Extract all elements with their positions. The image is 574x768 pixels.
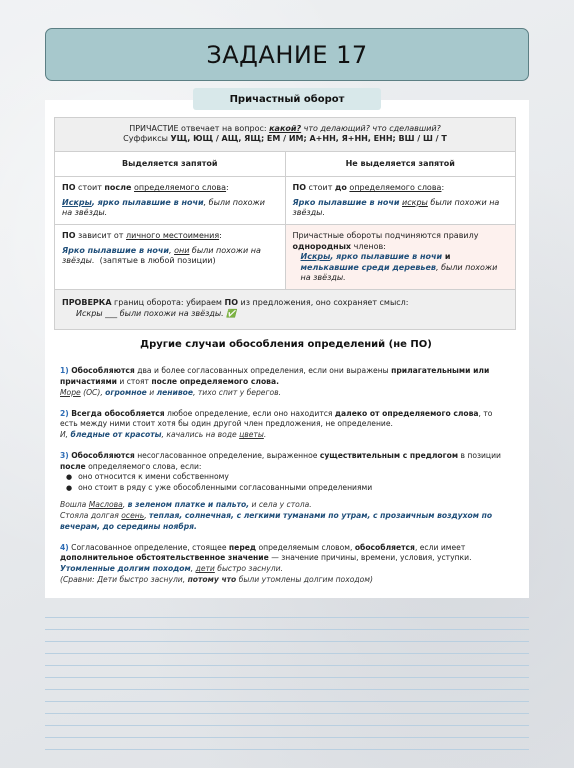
header-comma: Выделяется запятой	[122, 158, 218, 168]
case-text: — значение причины, времени, условия, уступки.	[268, 553, 472, 563]
rule-row-pronoun	[55, 225, 515, 290]
example-word: Маслова	[88, 500, 123, 510]
rule-text: стоит	[306, 183, 335, 193]
case-key: обособляется	[354, 542, 415, 552]
rule-after-example	[62, 198, 278, 219]
example-word: они	[174, 245, 190, 255]
case-key: перед	[228, 542, 257, 552]
case-4-example-2	[60, 575, 512, 586]
case-text: , то есть между ними стоит хотя бы один другой член предложения, не определение.	[60, 408, 493, 429]
example-comma: ,	[100, 387, 106, 397]
example-rest: были похожи на звёзды.	[292, 197, 500, 217]
example-phrase: , ярко пылавшие в ночи	[330, 252, 443, 262]
rule-colon: :	[441, 183, 445, 193]
example-adj: ленивое	[156, 387, 194, 397]
example-word: Море	[60, 387, 81, 397]
case-text: Согласованное определение, стоящее	[68, 542, 229, 552]
example-rest: и села у стола.	[249, 500, 312, 510]
example-rest: быстро заснули.	[214, 564, 283, 574]
example-phrase: Ярко пылавшие в ночи	[292, 197, 400, 207]
case-key: Обособляются	[71, 450, 135, 460]
example-word: осень	[121, 511, 145, 521]
definition-question	[62, 124, 508, 134]
example-phrase: бледные от красоты	[70, 430, 162, 440]
case-key: существительным с предлогом	[319, 450, 459, 460]
example-mid: , качались на воде	[161, 430, 240, 440]
definition-suffixes	[62, 134, 508, 144]
check-example: Искры ___ были похожи на звёзды. ✅	[76, 308, 237, 318]
section-tab	[193, 88, 381, 110]
case-3-conditions	[60, 472, 512, 494]
case-3-example-2	[60, 511, 512, 533]
rule-key-before: до	[334, 183, 347, 193]
case-key: дополнительное обстоятельственное значение	[60, 553, 269, 563]
example-note: (запятые в любой позиции)	[99, 256, 216, 266]
case-3-rule	[60, 451, 512, 473]
case-number: 3)	[60, 450, 69, 460]
case-text: два и более согласованных определения, если они выражены	[134, 366, 392, 376]
example-phrase: Ярко пылавшие в ночи	[62, 245, 169, 255]
check-text	[62, 298, 508, 308]
table-header-row	[55, 152, 515, 177]
rule-pronoun-example	[62, 246, 278, 267]
other-cases-section	[60, 338, 512, 596]
check-text-2: из предложения, оно сохраняет смысл:	[238, 298, 409, 308]
example-word: дети	[195, 564, 215, 574]
rule-text: членов:	[351, 241, 386, 251]
check-cell	[55, 290, 515, 329]
example-comma: ,	[168, 245, 175, 255]
case-text: , если имеет	[414, 542, 466, 552]
case-text: в позиции	[458, 450, 501, 460]
case-key: далеко от определяемого слова	[334, 408, 479, 418]
case-text: определяемым словом,	[256, 542, 355, 552]
case-1	[60, 366, 512, 398]
rule-homogeneous-text	[293, 231, 509, 252]
definition-cell	[55, 118, 515, 151]
example-start: И,	[60, 430, 71, 440]
example-rest: , тихо спит у берегов.	[193, 387, 281, 397]
example-word: искры	[402, 197, 428, 207]
case-text: любое определение, если оно находится	[164, 408, 335, 418]
case-number: 4)	[60, 542, 69, 552]
po-abbr: ПО	[62, 183, 76, 193]
check-label: ПРОВЕРКА	[62, 298, 112, 308]
case-3	[60, 451, 512, 533]
case-4-rule	[60, 543, 512, 565]
case-text: несогласованное определение, выраженное	[134, 450, 320, 460]
rule-text: стоит	[75, 183, 105, 193]
case-1-rule	[60, 366, 512, 388]
rule-colon: :	[219, 231, 222, 241]
check-text-1: границ оборота: убираем	[111, 298, 225, 308]
rule-key-homogeneous: однородных	[292, 241, 352, 251]
example-start: Вошла	[60, 500, 89, 510]
example-end: .	[263, 430, 267, 440]
rule-defined-word: определяемого слова	[349, 183, 442, 193]
example-and: и	[442, 252, 451, 262]
example-rest: были утомлены долгим походом)	[236, 575, 373, 584]
rule-before-word	[285, 177, 516, 224]
header-no-comma: Не выделяется запятой	[285, 152, 516, 176]
case-3-example-1	[60, 500, 512, 511]
case-text: определяемого слова, если:	[85, 461, 202, 471]
example-comma: ,	[91, 197, 98, 207]
section-tab-label: Причастный оборот	[229, 93, 345, 105]
example-conjunction: потому что	[187, 575, 237, 584]
example-phrase: теплая, солнечная, с легкими туманами по утрам, с прозаичным воздухом по вечерам, до середины ноября.	[60, 511, 493, 531]
case-1-example	[60, 388, 512, 399]
rule-after-word	[55, 177, 285, 224]
suffix-list: УЩ, ЮЩ / АЩ, ЯЩ; ЕМ / ИМ; А+НН, Я+НН, ЕНН; ВШ / Ш / Т	[170, 134, 447, 144]
rule-homogeneous-example	[293, 252, 509, 283]
definition-question-key: какой?	[269, 124, 302, 133]
example-comma: ,	[122, 500, 128, 510]
example-comma: ,	[190, 564, 196, 574]
case-4	[60, 543, 512, 586]
example-adj: огромное	[105, 387, 147, 397]
rule-homogeneous	[285, 225, 516, 289]
example-phrase-2: мелькавшие среди деревьев	[300, 262, 436, 272]
definition-question-rest: что делающий? что сделавший?	[301, 124, 441, 133]
rule-pronoun	[55, 225, 285, 289]
rule-colon: :	[226, 183, 229, 193]
case-number: 2)	[60, 408, 69, 418]
case-key: прилагательными или причастиями	[60, 366, 490, 386]
rule-row-position	[55, 177, 515, 225]
rule-after-text	[62, 183, 278, 193]
list-item: ● оно стоит в ряду с уже обособленными согласованными определениями	[66, 483, 512, 494]
example-mark: (ОС)	[80, 387, 101, 397]
example-comma: ,	[144, 511, 150, 521]
case-text: и стоят	[116, 376, 152, 386]
rule-before-example	[293, 198, 509, 219]
rule-pronoun-text	[62, 231, 278, 241]
rule-defined-word: определяемого слова	[134, 183, 227, 193]
definition-prefix: ПРИЧАСТИЕ	[129, 124, 179, 133]
suffix-label: Суффиксы	[123, 134, 171, 144]
rule-pronoun-word: личного местоимения	[126, 231, 220, 241]
example-phrase: ярко пылавшие в ночи	[97, 197, 204, 207]
list-item: ● оно относится к имени собственному	[66, 472, 512, 483]
example-word: Искры	[300, 252, 331, 262]
example-rest: были похожи на звёзды.	[62, 245, 261, 266]
po-abbr: ПО	[224, 298, 239, 308]
example-phrase: в зеленом платке и пальто,	[127, 500, 250, 510]
example-rest: , были похожи на звёзды.	[300, 262, 498, 282]
check-row	[55, 290, 515, 329]
rule-before-text	[293, 183, 509, 193]
example-start: (Сравни: Дети быстро заснули,	[60, 575, 188, 584]
other-cases-title: Другие случаи обособления определений (не ПО)	[140, 339, 432, 350]
case-key: Всегда обособляется	[71, 408, 165, 418]
rule-text: Причастные обороты подчиняются правилу	[292, 231, 479, 241]
case-2-example	[60, 430, 512, 441]
example-word: цветы	[239, 430, 264, 440]
rule-text: зависит от	[75, 231, 127, 241]
page-title: ЗАДАНИЕ 17	[206, 40, 368, 69]
case-key: после	[60, 461, 86, 471]
rule-key-after: после	[104, 183, 132, 193]
page-title-banner	[45, 28, 529, 81]
rules-table	[54, 117, 516, 330]
definition-row	[55, 118, 515, 152]
example-and: и	[146, 387, 157, 397]
example-rest: , были похожи на звёзды.	[62, 197, 265, 217]
case-number: 1)	[60, 366, 69, 376]
example-phrase: Утомленные долгим походом	[60, 564, 191, 574]
ruled-notes-area	[45, 606, 529, 756]
po-abbr: ПО	[292, 183, 306, 193]
definition-question-lead: отвечает на вопрос:	[178, 124, 270, 133]
case-key: Обособляются	[71, 366, 135, 376]
po-abbr: ПО	[62, 231, 76, 241]
example-word: Искры	[62, 197, 92, 207]
case-2-rule	[60, 409, 512, 431]
example-start: Стояла долгая	[60, 511, 122, 521]
case-key: после определяемого слова.	[151, 376, 279, 386]
case-4-example-1	[60, 564, 512, 575]
case-2	[60, 409, 512, 441]
